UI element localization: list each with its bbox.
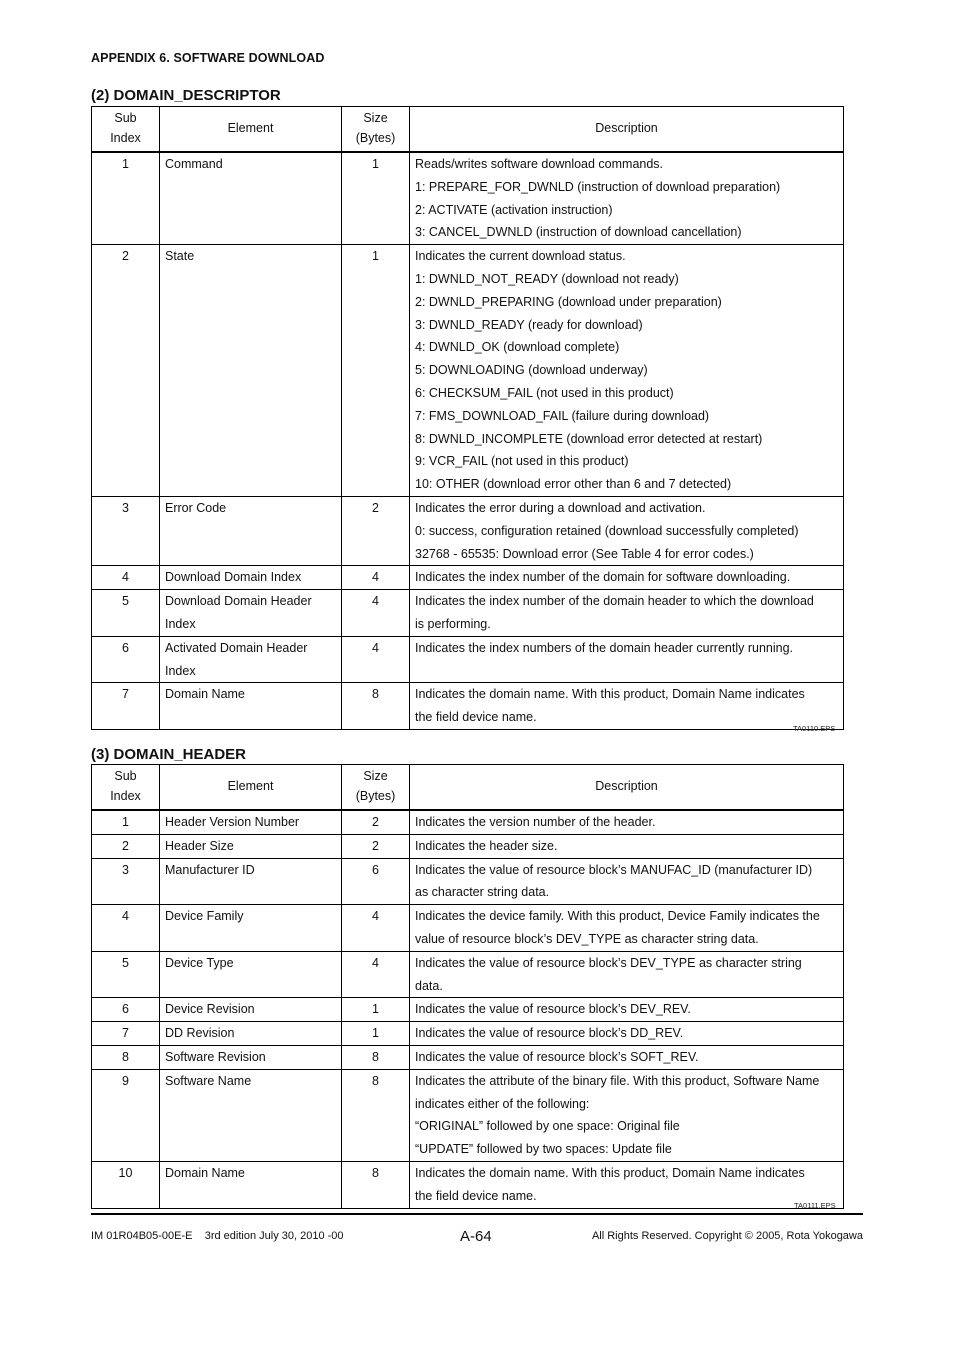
description-cell: [410, 1022, 844, 1046]
footer-divider: [91, 1213, 863, 1215]
element-line: Device Type: [165, 955, 234, 970]
table-row: [92, 1161, 844, 1208]
description-line: Indicates the value of resource block’s DEV_TYPE as character string: [415, 955, 802, 970]
element-line: State: [165, 249, 195, 264]
element-line: Header Version Number: [165, 815, 300, 829]
description-line: 8: DWNLD_INCOMPLETE (download error detected at restart): [415, 431, 763, 446]
element-line: Software Revision: [165, 1049, 266, 1064]
page-number: A-64: [460, 1228, 492, 1245]
element-cell: [160, 1022, 342, 1046]
element-line: Header Size: [165, 838, 234, 853]
copyright: All Rights Reserved. Copyright © 2005, Rota Yokogawa: [591, 1230, 863, 1242]
description-line: “ORIGINAL” followed by one space: Original file: [415, 1119, 680, 1134]
size-cell: 2: [342, 810, 410, 834]
element-line: Device Family: [165, 909, 244, 924]
sub-index-cell: 2: [92, 245, 160, 497]
sub-index-header: Sub Index: [92, 107, 160, 153]
description-line: 10: OTHER (download error other than 6 and 7 detected): [415, 477, 732, 492]
description-cell: [410, 810, 844, 834]
description-line: 3: CANCEL_DWNLD (instruction of download cancellation): [415, 225, 742, 240]
element-line: Device Revision: [165, 1002, 255, 1017]
description-cell: [410, 496, 844, 565]
description-line: indicates either of the following:: [415, 1096, 590, 1111]
table-row: [92, 245, 844, 497]
table-row: [92, 834, 844, 858]
element-cell: [160, 590, 342, 637]
size-cell: 1: [342, 998, 410, 1022]
description-cell: [410, 834, 844, 858]
appendix-heading: APPENDIX 6. SOFTWARE DOWNLOAD: [91, 51, 325, 65]
sub-index-cell: 7: [92, 683, 160, 730]
sub-index-header: Sub Index: [92, 765, 160, 811]
sub-index-cell: 6: [92, 998, 160, 1022]
size-cell: 1: [342, 152, 410, 245]
description-line: Indicates the index number of the domain header to which the download: [415, 594, 814, 609]
element-header: Element: [160, 765, 342, 811]
description-cell: [410, 998, 844, 1022]
element-cell: [160, 810, 342, 834]
description-cell: [410, 905, 844, 952]
description-line: 2: DWNLD_PREPARING (download under preparation): [415, 294, 722, 309]
sub-index-cell: 1: [92, 152, 160, 245]
element-line: Index: [165, 663, 196, 678]
description-line: 32768 - 65535: Download error (See Table 4 for error codes.): [415, 546, 754, 561]
description-line: Indicates the value of resource block’s DEV_REV.: [415, 1002, 691, 1017]
description-line: Indicates the current download status.: [415, 249, 626, 264]
description-line: 6: CHECKSUM_FAIL (not used in this product): [415, 385, 674, 400]
description-line: Indicates the value of resource block’s SOFT_REV.: [415, 1049, 699, 1064]
table-row: [92, 858, 844, 905]
sub-index-cell: 3: [92, 858, 160, 905]
domain-descriptor-table: [91, 106, 844, 730]
element-line: Index: [165, 616, 196, 631]
description-line: Indicates the version number of the header.: [415, 815, 656, 829]
sub-index-cell: 10: [92, 1161, 160, 1208]
description-line: 9: VCR_FAIL (not used in this product): [415, 454, 629, 469]
description-cell: [410, 683, 844, 730]
description-cell: [410, 951, 844, 998]
domain-header-table: [91, 764, 844, 1209]
element-line: Error Code: [165, 500, 227, 515]
description-line: Reads/writes software download commands.: [415, 157, 664, 171]
element-line: Manufacturer ID: [165, 862, 255, 877]
element-line: Activated Domain Header: [165, 640, 308, 655]
table-row: [92, 566, 844, 590]
description-line: Indicates the value of resource block’s MANUFAC_ID (manufacturer ID): [415, 862, 813, 877]
description-line: 4: DWNLD_OK (download complete): [415, 340, 620, 355]
description-line: as character string data.: [415, 885, 550, 900]
description-line: 2: ACTIVATE (activation instruction): [415, 202, 613, 217]
description-cell: [410, 1161, 844, 1208]
element-cell: [160, 951, 342, 998]
figure-reference: TA0110.EPS: [793, 724, 836, 733]
description-line: 0: success, configuration retained (download successfully completed): [415, 523, 799, 538]
table-row: [92, 998, 844, 1022]
description-line: 1: PREPARE_FOR_DWNLD (instruction of download preparation): [415, 179, 781, 194]
description-line: “UPDATE” followed by two spaces: Update file: [415, 1142, 672, 1157]
description-line: Indicates the header size.: [415, 838, 558, 853]
element-line: Domain Name: [165, 687, 245, 702]
size-cell: 8: [342, 1161, 410, 1208]
sub-index-cell: 5: [92, 951, 160, 998]
description-line: Indicates the index numbers of the domain header currently running.: [415, 640, 794, 655]
size-header: Size (Bytes): [342, 765, 410, 811]
sub-index-cell: 4: [92, 566, 160, 590]
table-row: [92, 496, 844, 565]
table-row: [92, 152, 844, 245]
description-line: Indicates the error during a download and activation.: [415, 500, 706, 515]
description-cell: [410, 636, 844, 683]
size-cell: 8: [342, 1069, 410, 1161]
description-line: Indicates the domain name. With this product, Domain Name indicates: [415, 1165, 805, 1180]
element-cell: [160, 834, 342, 858]
sub-index-cell: 4: [92, 905, 160, 952]
description-header: Description: [410, 107, 844, 153]
description-cell: [410, 245, 844, 497]
description-line: 5: DOWNLOADING (download underway): [415, 363, 648, 378]
element-cell: [160, 566, 342, 590]
domain-header-title: (3) DOMAIN_HEADER: [91, 746, 247, 763]
description-line: Indicates the device family. With this product, Device Family indicates the: [415, 909, 820, 924]
description-line: Indicates the value of resource block’s DD_REV.: [415, 1026, 684, 1041]
size-header: Size (Bytes): [342, 107, 410, 153]
table-row: [92, 905, 844, 952]
element-line: Software Name: [165, 1073, 252, 1088]
description-line: Indicates the index number of the domain for software downloading.: [415, 570, 791, 585]
sub-index-cell: 2: [92, 834, 160, 858]
element-line: Domain Name: [165, 1165, 245, 1180]
size-cell: 4: [342, 636, 410, 683]
size-cell: 6: [342, 858, 410, 905]
table-row: [92, 1069, 844, 1161]
element-cell: [160, 1045, 342, 1069]
description-line: Indicates the attribute of the binary file. With this product, Software Name: [415, 1073, 820, 1088]
description-cell: [410, 152, 844, 245]
element-cell: [160, 152, 342, 245]
element-cell: [160, 905, 342, 952]
element-line: Download Domain Index: [165, 570, 302, 585]
document-id: IM 01R04B05-00E-E 3rd edition July 30, 2010 -00: [91, 1230, 344, 1242]
table-row: [92, 636, 844, 683]
sub-index-cell: 3: [92, 496, 160, 565]
table-row: [92, 590, 844, 637]
element-cell: [160, 683, 342, 730]
description-header: Description: [410, 765, 844, 811]
description-line: 3: DWNLD_READY (ready for download): [415, 317, 643, 332]
description-cell: [410, 858, 844, 905]
sub-index-cell: 6: [92, 636, 160, 683]
description-line: is performing.: [415, 616, 491, 631]
element-cell: [160, 1161, 342, 1208]
description-cell: [410, 1045, 844, 1069]
description-cell: [410, 590, 844, 637]
sub-index-cell: 9: [92, 1069, 160, 1161]
sub-index-cell: 1: [92, 810, 160, 834]
table-header-row: [92, 765, 844, 811]
table-row: [92, 1022, 844, 1046]
size-cell: 1: [342, 245, 410, 497]
domain-descriptor-title: (2) DOMAIN_DESCRIPTOR: [91, 87, 281, 104]
table-row: [92, 683, 844, 730]
description-line: the field device name.: [415, 1188, 537, 1203]
description-line: data.: [415, 978, 443, 993]
sub-index-cell: 7: [92, 1022, 160, 1046]
size-cell: 4: [342, 951, 410, 998]
size-cell: 4: [342, 566, 410, 590]
table-row: [92, 810, 844, 834]
element-header: Element: [160, 107, 342, 153]
element-line: Command: [165, 157, 223, 171]
sub-index-cell: 8: [92, 1045, 160, 1069]
size-cell: 8: [342, 683, 410, 730]
description-line: value of resource block’s DEV_TYPE as character string data.: [415, 931, 759, 946]
size-cell: 4: [342, 905, 410, 952]
description-line: 7: FMS_DOWNLOAD_FAIL (failure during download): [415, 408, 710, 423]
description-cell: [410, 1069, 844, 1161]
element-cell: [160, 636, 342, 683]
element-cell: [160, 998, 342, 1022]
size-cell: 8: [342, 1045, 410, 1069]
size-cell: 1: [342, 1022, 410, 1046]
size-cell: 4: [342, 590, 410, 637]
table-row: [92, 1045, 844, 1069]
description-line: Indicates the domain name. With this product, Domain Name indicates: [415, 687, 805, 702]
element-cell: [160, 496, 342, 565]
description-cell: [410, 566, 844, 590]
sub-index-cell: 5: [92, 590, 160, 637]
element-cell: [160, 1069, 342, 1161]
figure-reference: TA0111.EPS: [794, 1201, 836, 1210]
size-cell: 2: [342, 496, 410, 565]
description-line: the field device name.: [415, 710, 537, 725]
element-line: Download Domain Header: [165, 594, 312, 609]
element-cell: [160, 858, 342, 905]
element-cell: [160, 245, 342, 497]
table-header-row: [92, 107, 844, 153]
table-row: [92, 951, 844, 998]
element-line: DD Revision: [165, 1026, 235, 1041]
size-cell: 2: [342, 834, 410, 858]
description-line: 1: DWNLD_NOT_READY (download not ready): [415, 271, 679, 286]
